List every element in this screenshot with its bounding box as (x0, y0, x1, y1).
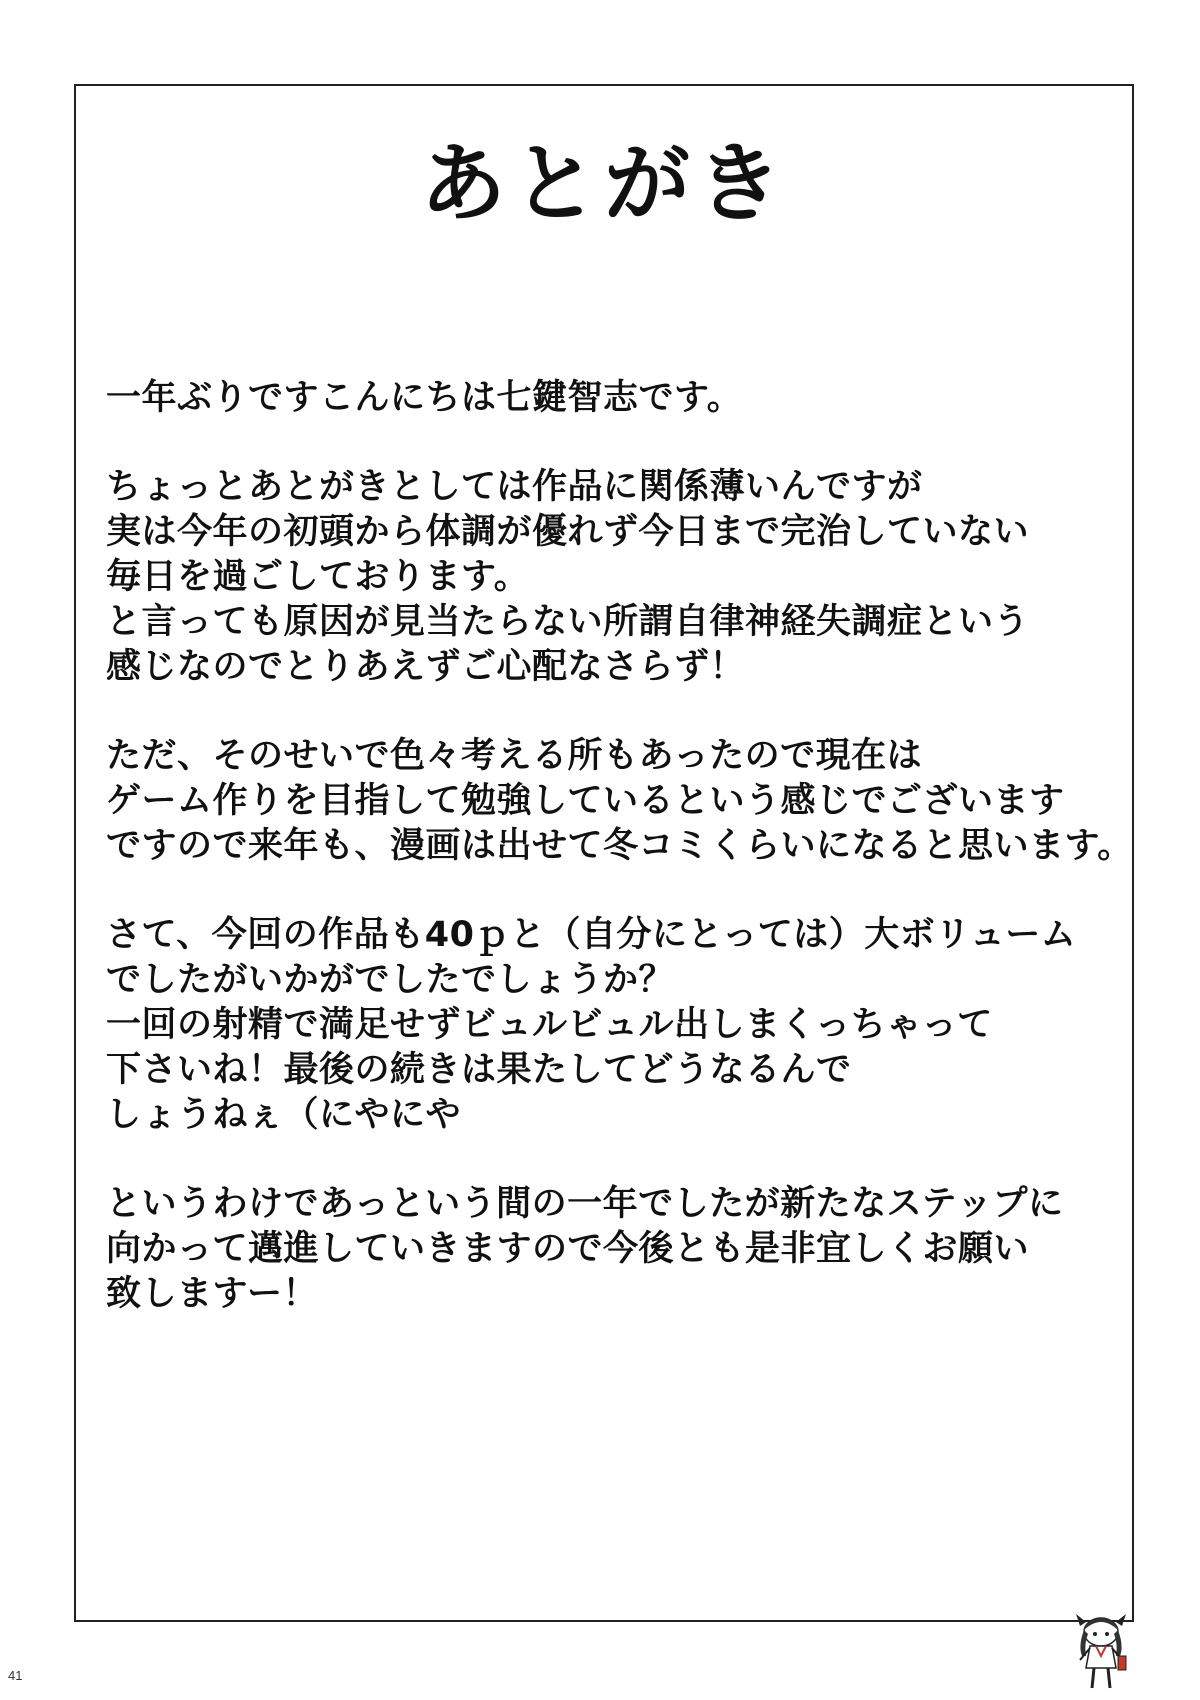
paragraph-greeting (106, 376, 1116, 421)
text-frame (74, 84, 1134, 1622)
text-line: 向かって邁進していきますので今後とも是非宜しくお願い (106, 1229, 1030, 1269)
text-line: ただ、そのせいで色々考える所もあったので現在は (106, 736, 923, 776)
page-number: 41 (8, 1668, 23, 1683)
text-line: というわけであっという間の一年でしたが新たなステップに (106, 1184, 1064, 1224)
text-line: でしたがいかがでしたでしょうか？ (106, 960, 675, 1000)
text-line: さて、今回の作品も40ｐと（自分にとっては）大ボリューム (106, 915, 1077, 955)
chibi-character-illustration (1066, 1612, 1136, 1692)
paragraph-plans (106, 734, 1133, 869)
afterword-body (106, 376, 1133, 1361)
page-title: あとがき (420, 133, 788, 234)
text-line: 毎日を過ごしております。 (106, 557, 530, 597)
text-line: 実は今年の初頭から体調が優れず今日まで完治していない (106, 512, 1030, 552)
text-line: しょうねぇ（にやにや (106, 1095, 462, 1135)
text-line: 一回の射精で満足せずビュルビュル出しまくっちゃって (106, 1005, 993, 1045)
text-line: と言っても原因が見当たらない所謂自律神経失調症という (106, 602, 1030, 642)
text-line: 一年ぶりですこんにちは七鍵智志です。 (106, 378, 743, 418)
text-line: ちょっとあとがきとしては作品に関係薄いんですが (106, 467, 923, 507)
paragraph-health (106, 465, 1116, 690)
text-line: 下さいね！最後の続きは果たしてどうなるんで (106, 1050, 852, 1090)
paragraph-closing (106, 1182, 1116, 1317)
paragraph-work (106, 913, 1116, 1138)
text-line: 感じなのでとりあえずご心配なさらず！ (106, 647, 746, 687)
text-line: ですので来年も、漫画は出せて冬コミくらいになると思います。 (106, 826, 1133, 866)
text-line: 致しますー！ (106, 1274, 318, 1314)
text-line: ゲーム作りを目指して勉強しているという感じでございます (106, 781, 1065, 821)
